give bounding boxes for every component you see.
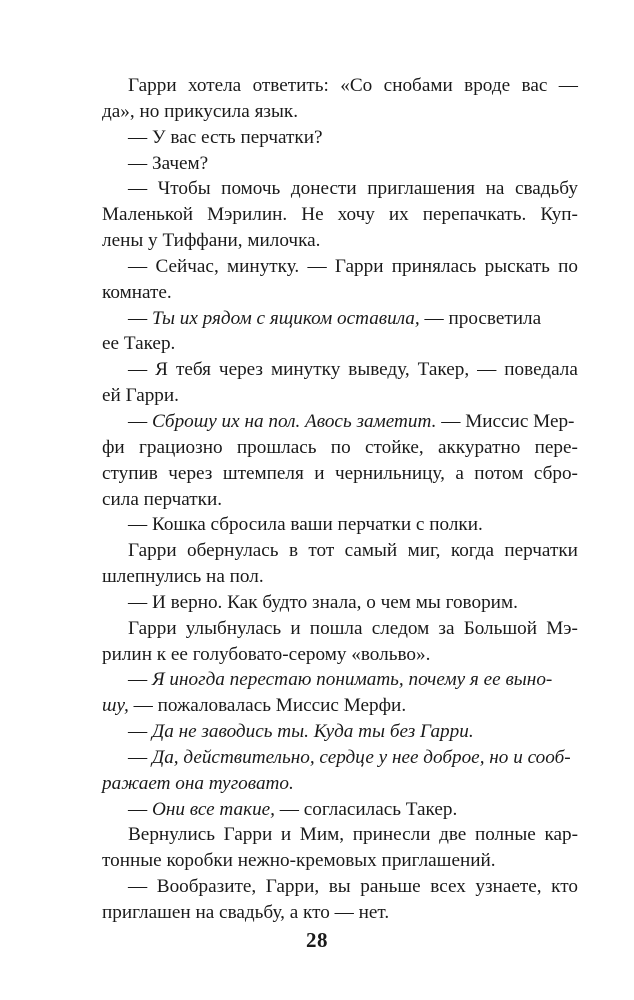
- text-line: [102, 771, 578, 797]
- text-word: приглашения: [367, 178, 476, 200]
- text-segment: рилин к ее голубовато-серому «вольво».: [102, 643, 431, 665]
- text-segment: — Кошка сбросила ваши перчатки с полки.: [128, 514, 483, 536]
- text-word: кто: [551, 876, 578, 898]
- text-word: и: [314, 462, 325, 484]
- text-word: через: [218, 359, 264, 381]
- text-word: две: [439, 824, 467, 846]
- text-word: «Со: [340, 75, 373, 96]
- text-word: стойке,: [364, 436, 424, 458]
- text-line: [102, 564, 578, 590]
- text-line: [102, 228, 578, 254]
- text-word: пере-: [534, 436, 578, 458]
- text-line: [102, 512, 578, 538]
- text-word: и: [290, 617, 301, 639]
- text-line: [102, 616, 578, 642]
- text-word: по: [558, 255, 578, 277]
- text-line: [102, 254, 578, 280]
- italic-text: Сброшу их на пол. Авось заметит.: [151, 410, 437, 432]
- text-word: тебя: [175, 359, 211, 381]
- text-word: Гарри: [223, 824, 273, 846]
- text-line: [102, 719, 578, 745]
- text-word: Гарри: [128, 617, 177, 639]
- text-word: поведала: [504, 359, 578, 381]
- text-segment: — И верно. Как будто знала, о чем мы говорим.: [128, 591, 518, 613]
- text-word: Сейчас,: [155, 255, 219, 277]
- text-line: [102, 176, 578, 202]
- text-word: снобами: [383, 75, 453, 96]
- text-word: кар-: [544, 824, 578, 846]
- page-text: [102, 73, 578, 926]
- italic-text: ражает она туговато.: [102, 772, 294, 794]
- text-word: Чтобы: [157, 178, 211, 200]
- text-line: [102, 202, 578, 228]
- text-word: помочь: [221, 178, 281, 200]
- text-segment: —: [128, 669, 152, 691]
- text-word: и: [280, 824, 292, 846]
- text-word: принялась: [391, 255, 477, 277]
- text-word: аккуратно: [437, 436, 521, 458]
- text-segment: приглашен на свадьбу, а кто — нет.: [102, 902, 390, 923]
- text-word: Вернулись: [128, 824, 216, 846]
- text-segment: —: [128, 746, 152, 768]
- text-word: грациозно: [139, 436, 223, 458]
- text-line: [102, 357, 578, 383]
- text-line: [102, 538, 578, 564]
- text-word: фи: [102, 436, 125, 458]
- text-line: [102, 642, 578, 668]
- text-word: перепачкать.: [422, 204, 527, 226]
- text-word: потом: [474, 462, 524, 484]
- text-word: Мэ-: [546, 617, 578, 639]
- text-line: [102, 331, 578, 357]
- text-line: [102, 822, 578, 848]
- text-word: донести: [290, 178, 357, 200]
- text-word: ответить:: [252, 75, 329, 96]
- text-line: [102, 461, 578, 487]
- text-segment: — просветила: [419, 307, 542, 329]
- text-segment: —: [128, 307, 152, 329]
- text-word: следом: [371, 617, 430, 639]
- text-word: хотела: [187, 75, 242, 96]
- text-line: [102, 487, 578, 513]
- text-word: Маленькой: [102, 204, 194, 226]
- text-word: —: [128, 255, 148, 277]
- text-line: [102, 280, 578, 306]
- text-segment: сила перчатки.: [102, 488, 223, 510]
- text-word: полные: [474, 824, 536, 846]
- text-line: [102, 99, 578, 125]
- text-word: их: [388, 204, 409, 226]
- text-line: [102, 693, 578, 719]
- text-word: Гарри: [128, 75, 177, 96]
- text-segment: ей Гарри.: [102, 385, 179, 407]
- text-line: [102, 125, 578, 151]
- italic-text: шу,: [102, 695, 129, 717]
- text-word: Не: [301, 204, 324, 226]
- text-line: [102, 151, 578, 177]
- text-word: а: [455, 462, 464, 484]
- text-word: штемпеля: [222, 462, 304, 484]
- page-number: 28: [306, 928, 328, 952]
- text-line: [102, 383, 578, 409]
- text-segment: тонные коробки нежно-кремовых приглашений.: [102, 850, 496, 872]
- italic-text: Я иногда перестаю понимать, почему я ее выно-: [151, 669, 553, 691]
- text-line: [102, 797, 578, 823]
- text-word: вас: [521, 75, 548, 96]
- text-word: на: [485, 178, 505, 200]
- italic-text: Да не заводись ты. Куда ты без Гарри.: [151, 721, 474, 743]
- text-word: тот: [308, 540, 335, 562]
- text-word: прошлась: [236, 436, 317, 458]
- text-word: —: [307, 255, 327, 277]
- text-line: [102, 306, 578, 332]
- text-word: вроде: [464, 75, 511, 96]
- text-word: по: [330, 436, 351, 458]
- text-word: перчатки: [504, 540, 578, 562]
- italic-text: Ты их рядом с ящиком оставила,: [151, 307, 420, 329]
- italic-text: Они все такие,: [151, 798, 275, 820]
- text-word: в: [288, 540, 298, 562]
- text-word: —: [128, 876, 148, 898]
- text-word: миг,: [407, 540, 441, 562]
- text-word: сбро-: [533, 462, 578, 484]
- text-word: Гарри,: [265, 876, 320, 898]
- text-word: за: [438, 617, 455, 639]
- text-word: хочу: [337, 204, 375, 226]
- text-word: Вообразите,: [156, 876, 257, 898]
- text-word: раньше: [360, 876, 421, 898]
- text-word: обернулась: [186, 540, 279, 562]
- text-word: Мэрилин.: [207, 204, 288, 226]
- text-segment: — У вас есть перчатки?: [128, 126, 323, 148]
- text-word: чернильницу,: [334, 462, 445, 484]
- text-word: через: [168, 462, 213, 484]
- text-word: самый: [344, 540, 398, 562]
- text-word: принесли: [352, 824, 431, 846]
- text-word: когда: [450, 540, 494, 562]
- text-segment: —: [128, 410, 152, 432]
- italic-text: Да, действительно, сердце у нее доброе, но и сооб-: [151, 746, 571, 768]
- text-segment: лены у Тиффани, милочка.: [102, 230, 321, 252]
- text-word: свадьбу: [514, 178, 578, 200]
- text-word: пошла: [309, 617, 363, 639]
- text-line: [102, 73, 578, 99]
- text-segment: — согласилась Такер.: [274, 798, 458, 820]
- text-word: вы: [328, 876, 351, 898]
- text-word: улыбнулась: [185, 617, 282, 639]
- text-word: —: [558, 75, 578, 96]
- text-word: рыскать: [484, 255, 550, 277]
- text-word: Гарри: [334, 255, 384, 277]
- text-segment: —: [128, 798, 152, 820]
- text-word: ступив: [102, 462, 158, 484]
- text-word: выведу,: [348, 359, 410, 381]
- text-segment: шлепнулись на пол.: [102, 566, 264, 588]
- text-word: всех: [430, 876, 466, 898]
- text-word: —: [128, 359, 148, 381]
- text-segment: ее Такер.: [102, 333, 176, 355]
- text-segment: — Зачем?: [128, 152, 209, 174]
- text-word: Куп-: [540, 204, 578, 226]
- text-word: —: [128, 178, 148, 200]
- text-line: [102, 745, 578, 771]
- text-line: [102, 409, 578, 435]
- text-word: Большой: [463, 617, 538, 639]
- text-word: Мим,: [299, 824, 345, 846]
- text-line: [102, 435, 578, 461]
- text-word: —: [477, 359, 497, 381]
- text-word: минутку.: [227, 255, 300, 277]
- text-segment: да», но прикусила язык.: [102, 100, 298, 122]
- text-word: Такер,: [417, 359, 470, 381]
- text-segment: — Миссис Мер-: [436, 410, 575, 432]
- text-line: [102, 590, 578, 616]
- text-word: узнаете,: [475, 876, 542, 898]
- text-line: [102, 667, 578, 693]
- text-segment: комнате.: [102, 281, 172, 303]
- text-segment: — пожаловалась Миссис Мерфи.: [128, 695, 407, 717]
- text-word: Я: [155, 359, 168, 381]
- text-word: минутку: [270, 359, 341, 381]
- text-line: [102, 900, 578, 926]
- text-segment: —: [128, 721, 152, 743]
- text-line: [102, 874, 578, 900]
- text-line: [102, 848, 578, 874]
- text-word: Гарри: [128, 540, 177, 562]
